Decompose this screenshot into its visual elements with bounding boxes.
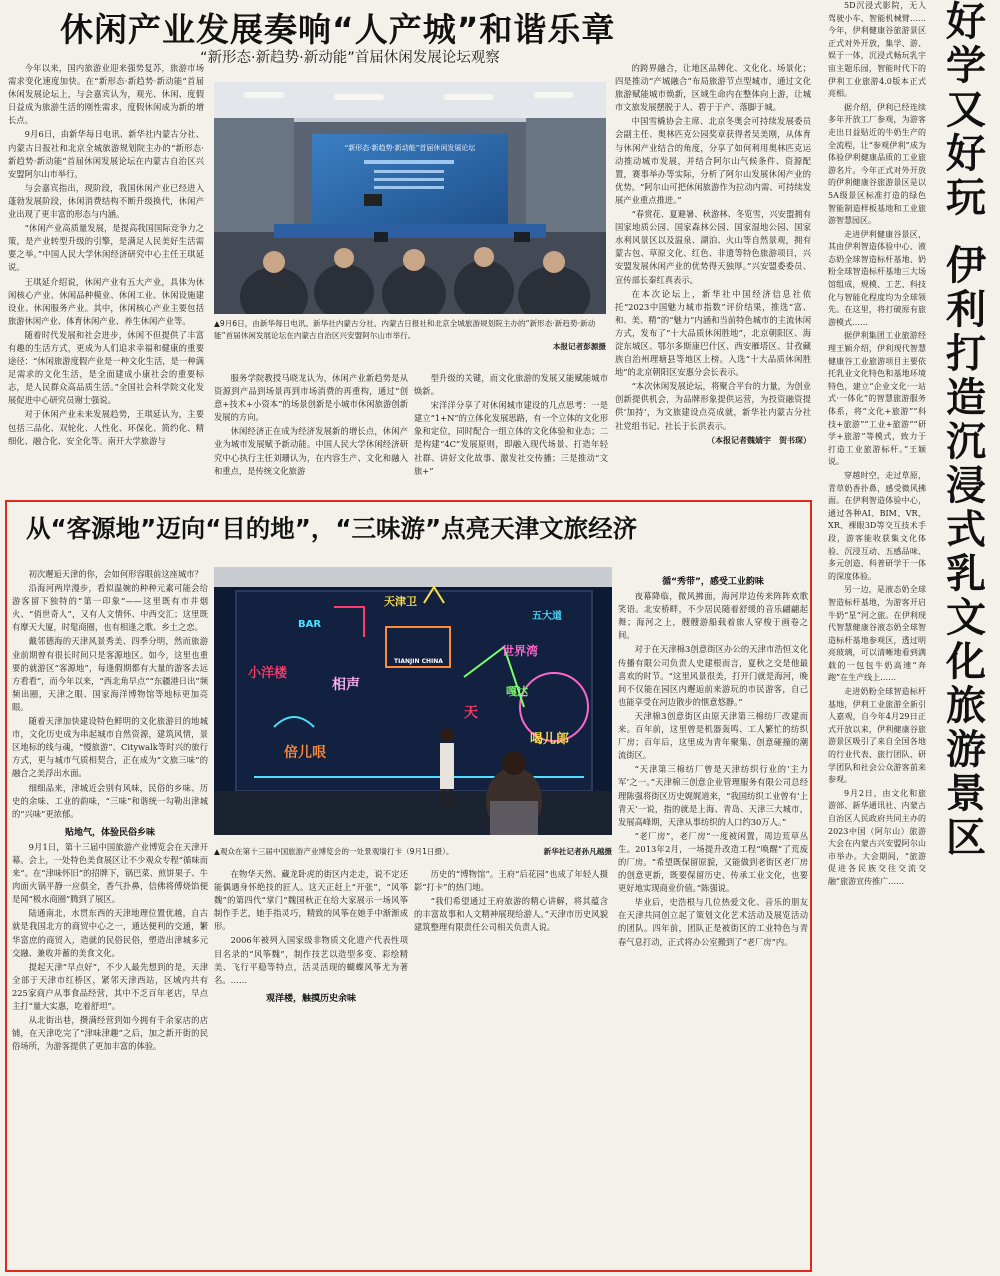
paragraph: “老厂房”，老厂房”一度被闲置，周边荒草丛生。2013年2月，一场提升改造工程“唤醒”了荒废的厂房。“希望既保留原貌，又能做到老街区老厂房的创意更新，既要保留历史、传承工业文化，也要更好地实现商业价值。”陈强说。 [618, 830, 808, 894]
neon-sign: 五大道 [532, 611, 562, 622]
headline-char: 乳 [946, 551, 986, 597]
paragraph: 随着天津加快建设特色鲜明的文化旅游目的地城市，文化历史成为串起城市自然资源，建筑风情，景区地标的线与魂，“慢旅游”、Citywalk等时兴的旅行方式，更与城市气质相契合，正在成为“文旅三味”的融合之美浮出水面。 [12, 716, 208, 779]
paragraph: 型升级的关键，而文化旅游的发展又能赋能城市焕新。 [414, 373, 608, 397]
article2-photo-caption [214, 846, 612, 858]
paragraph: 9月2日，由文化和旅游部、新华通讯社、内蒙古自治区人民政府共同主办的2023中国（阿尔山）旅游大会在内蒙古兴安盟阿尔山市举办。大会期间，“旅游促进各民族交往交流交融”旅游宣传推广…… [828, 788, 926, 886]
paragraph: 2006年被列入国家级非物质文化遗产代表性项目名录的“风筝魏”，制作技艺以造型多变、彩绘精美、飞行平稳等特点，活灵活现的蝴蝶风筝尤为著名。…… [214, 935, 408, 985]
conference-photo-art [214, 82, 606, 314]
headline-char: 好 [946, 0, 986, 45]
article2-headline: 从“客源地”迈向“目的地”，“三味游”点亮天津文旅经济 [26, 514, 638, 543]
neon-sign: TIANJIN CHINA [394, 658, 443, 665]
headline-char: 景 [946, 771, 986, 817]
article1-headline: 休闲产业发展奏响“人产城”和谐乐章 [60, 10, 616, 49]
byline: （本报记者魏婧宇 贺书琛） [707, 435, 811, 445]
paragraph: 服务学院教授马晓龙认为，休闲产业新趋势是从资源到产品到场景再到市场消费的再重构，通过“创意+技术+小资本”的场景创新是小城市休闲旅游创新发展的方向。 [214, 373, 408, 423]
headline-char: 造 [946, 375, 986, 421]
paragraph: 5D沉浸式影院，无人驾驶小车、智能机械臂……今年，伊利健康谷旅游景区正式对外开放，集学、游、娱于一体，沉浸式畅玩乳宇宙主题乐园，智能时代下的伊利工业旅游4.0版本正式亮相。 [828, 1, 926, 99]
article1-col1 [8, 62, 204, 498]
headline-char: 浸 [946, 463, 986, 509]
paragraph: 随着时代发展和社会进步，休闲不但提供了丰富有趣的生活方式，更成为人们追求幸福和健康的重要途径：“休闲旅游度假产业是一种文化生活，是一种满足需求的文化生活，是全面建成小康社会的重要标志，是人民群众高品质生活。”全国社会科学院文化发展促进中心研究员谢士强说。 [8, 329, 204, 406]
subhead: 循“秀带”，感受工业韵味 [662, 577, 764, 587]
paragraph: 9月6日，由新华每日电讯、新华社内蒙古分社、内蒙古日报社和北京全城旅游规划院主办的“新形态·新趋势·新动能”首届休闲发展论坛在内蒙古自治区兴安盟阿尔山市举行。 [8, 129, 204, 179]
article2-mid-col-b [414, 868, 608, 1268]
article1-photo-caption [214, 318, 606, 353]
neon-sign: 相声 [332, 677, 360, 693]
caption-text: ▲9月6日，由新华每日电讯、新华社内蒙古分社、内蒙古日报社和北京全城旅游规划院主办的“新形态·新趋势·新动能”首届休闲发展论坛在内蒙古自治区兴安盟阿尔山市举行。 [214, 319, 596, 340]
neon-sign: BAR [298, 619, 322, 630]
paragraph: 中国雪橇协会主席、北京冬奥会可持续发展委员会副主任、奥林匹克公园奖章获得者吴美刚，从体育与休闲产业结合的角度，分享了如何利用奥林匹克运动推动城市发展，并结合阿尔山气候条件、资源配置，赛事举办等实际，分析了阿尔山发展休闲产业的优势。“阿尔山可把休闲旅游作为拉动内需、可持续发展产业重点推进。” [615, 116, 811, 205]
paragraph: 毕业后，史浩根与几位热爱文化、音乐的朋友在天津共同创立起了策划文化艺术活动及展览活动的团队。四年前，团队正是被街区的工业特色与青春气息打动，正式将办公室搬到了“老厂房”内。 [618, 897, 808, 947]
headline-char: 游 [946, 727, 986, 773]
headline-char: 利 [946, 287, 986, 333]
paragraph: 从北街出巷，攒满经营到如今拥有千余家店的店铺，在天津吃完了“津味津趣”之后，加之新开街的民俗场所，为游客提供了更加丰富的体验。 [12, 1015, 208, 1052]
neon-wall-photo [214, 567, 612, 835]
article1-right-col [615, 62, 811, 498]
paragraph: 今年以来，国内旅游业迎来强势复苏，旅游市场需求变化速度加快。在“新形态·新趋势·新动能”首届休闲发展论坛上，与会嘉宾认为，观光、休闲、度假日益成为旅游生活的刚性需求，度假休闲成为新的增长点。 [8, 63, 204, 126]
conference-photo [214, 82, 606, 314]
headline-char: 沉 [946, 419, 986, 465]
neon-wall-art [214, 567, 612, 835]
headline-char: 玩 [946, 175, 986, 221]
paragraph: 据介绍，伊利已经连续多年开放工厂参观，为游客走出日益贴近的牛奶生产的全流程，让“参观伊利”成为体验伊利健康品质的工业旅游名片。今年正式对外开放的伊利健康谷旅游景区是以5A级景区标准打造的绿色智能制造样板基地和工业旅游智慧园区。 [828, 102, 926, 226]
screen-banner-text: “新形态·新趋势·新动能”首届休闲发展论坛 [344, 144, 476, 152]
paragraph: 提起天津“早点好”，不少人最先想到的是，天津全部于天津市红桥区，紧邻天津西站，区域内共有225家商户从事食品经营，其中不乏百年老店，早点主打“量大实惠，吃着舒坦”。 [12, 961, 208, 1011]
article1-mid-col-a [214, 372, 408, 498]
paragraph: 王琪延介绍说，休闲产业有五大产业，具体为休闲核心产业、休闲品种模业、休闲工业、休闲设施建设业、休闲服务产业。其中，休闲核心产业主要包括旅游休闲产业、体育休闲产业、养生休闲产业等。 [8, 276, 204, 326]
paragraph: “本次休闲发展论坛，将聚合平台的力量，为创业创新提供机会，为品牌形象提供运营，为投资融资提供‘加持’，为文旅建设点亮成就，新华社内蒙古分社社党组书记、社长于长洪表示。 [615, 381, 811, 431]
paragraph: 9月1日，第十三届中国旅游产业博览会在天津开幕。会上，一处特色美食展区让不少观众专程“循味而来”。在“津味怀旧”的招牌下，锅巴菜、煎饼果子、牛肉面火锅平静一应俱全，香气扑鼻，信佛将傅烧馅便是闻“极水商圈”腾到了展区。 [12, 841, 208, 905]
subhead: 贴地气，体验民俗乡味 [64, 827, 155, 838]
subhead: 观洋楼，触摸历史余味 [265, 993, 356, 1004]
headline-char: 式 [946, 507, 986, 553]
paragraph: “天津第三棉纺厂曾是天津纺织行业的‘主力军’之一。”天津棉三创意企业管理服务有限公司总经理陈强将街区历史娓娓道来，“我国纺织工业曾有‘上青天’一说，指的就是上海、青岛、天津三大城市，发展高峰期，天津从事纺织的人口约30万人。” [618, 764, 808, 827]
paragraph: 在物华天然、藏龙卧虎的街区内走走，说不定还能偶遇身怀绝技的匠人。这天正赶上“开张”，“风筝魏”的第四代“掌门”魏国秋正在给大家展示一场风筝制作手艺，她手指灵巧，精致的风筝在她手中渐渐成形。 [214, 869, 408, 932]
article2-col1 [12, 568, 208, 1268]
neon-sign: 天 [464, 705, 478, 721]
paragraph: 初次邂逅天津的你，会如何形容眼前这座城市？ [28, 569, 203, 579]
neon-sign: 小洋楼 [248, 666, 288, 681]
paragraph: 走进伊利健康谷景区，其由伊利智造体验中心、液态奶全球智造标杆基地、奶粉全球智造标杆基地三大场馆组成，规模、工艺、科技化与智能化程度均为全球领先。在这里，将打破原有旅游模式…… [828, 229, 926, 327]
paragraph: 走进奶粉全球智造标杆基地，伊利工业旅游全新引人嘉观，自今年4月29日正式开放以来，伊利健康谷旅游景区吸引了来自全国各地的行业代表、旅行团队、研学团队和社会公众游客前来参观。 [828, 687, 926, 785]
headline-char: 区 [946, 815, 986, 861]
photo-credit: 新华社记者孙凡越摄 [543, 847, 612, 856]
paragraph: “我们希望通过王府旅游的精心讲解，将其蕴含的丰富故事和人文精神展现给游人。”天津市历史风貌建筑整理有限责任公司相关负责人说。 [414, 896, 608, 933]
paragraph: 的跨界融合，让地区品牌化、文化化、场景化；四是推动“产城融合”布局旅游节点型城市，通过文化旅游赋能城市焕新，区域生命内在整体向上游，让城市文旅发展摆脱于人、碧于于产、落脚于城。 [615, 63, 811, 113]
paragraph: “休闲产业高质量发展，是提高我国国际竞争力之策，是产业转型升级的引擎，是满足人民美好生活需要之举。”中国人民大学休闲经济研究中心主任王琪延说。 [8, 223, 204, 273]
paragraph: 戴邻德海的天津风景秀美、四季分明，然而旅游业前期曾有很长时间只是客源地区。如今，这里也重要的就游区“客源地”，每逢假期都有大量的游客去远方看看”，而今年以来，“西北角早点”“东疆港日出”频频出圈，天津之眼、国家海洋博物馆等地标更加亮眼。 [12, 636, 208, 712]
headline-char: 又 [946, 87, 986, 133]
paragraph: 沿海河两岸漫步，看似温婉的种种元素可能会给游客留下独特的“第一印象”——这里既有市井烟火、“俏世奇人”，又有人文情怀、中西交汇；这里既有摩天大厦，时髦商圈，也有相逢之歌、乡土之恋。 [12, 583, 208, 633]
headline-gap [935, 220, 997, 244]
paragraph: 历史的“博物馆”。王府“后花园”也成了年轻人摄影“打卡”的热门地。 [414, 869, 608, 893]
paragraph: “春赏花、夏避暑、秋游林、冬览雪，兴安盟拥有国家地质公园、国家森林公园、国家湿地公园、国家水利风景区以及温泉、湖泊、火山等自然景观，拥有蒙古包、草原文化、红色、非遗等特色旅游项目，兴安盟发展休闲产业的优势得天独厚。”兴安盟委委员、宣传部长秦红真表示。 [615, 209, 811, 285]
paragraph: 与会嘉宾指出，现阶段，我国休闲产业已经进入蓬勃发展阶段，休闲消费结构不断升级换代，休闲产业出现了更丰富的形态与内涵。 [8, 182, 204, 220]
headline-char: 文 [946, 595, 986, 641]
paragraph: 据伊利集团工业旅游经理王颖介绍，伊利现代智慧健康谷工业旅游项目主要依托乳业文化特色和基地环境特色，建立“企业文化·一站式·一体化”的智慧旅游服务体系，将“文化+旅游”“科技+旅游”“工业+旅游”“研学+旅游”等模式，致力于打造工业旅游标杆。”王颖说。 [828, 331, 926, 467]
photo-credit: 本报记者彭源摄 [552, 342, 606, 351]
caption-text: ▲观众在第十三届中国旅游产业博览会的一处景观墙打卡（9月1日摄）。 [214, 847, 454, 856]
article1-mid-col-b [414, 372, 608, 498]
neon-sign: 嘎达 [506, 685, 528, 698]
paragraph: 陆通南北，水贯东西的天津地理位置优越，自古就是我国北方的商贸中心之一，通达便利的交通，繁华富庶的商贸入，造就的民俗民俗，塑造出津城多元交融、兼收并蓄的美食文化。 [12, 908, 208, 958]
article1-subheadline: “新形态·新趋势·新动能”首届休闲发展论坛观察 [200, 50, 500, 66]
paragraph: 天津棉3创意街区由原天津第三棉纺厂改建而来。百年前，这里曾是机器轰鸣、工人繁忙的纺织厂房；百年后，这里成为青年聚集、创意碰撞的潮流街区。 [618, 710, 808, 761]
paragraph: 穿越时空，走过草原，青草奶香扑鼻，感受微风拂面。在伊利智造体验中心，通过各种AI、BIM、VR、XR、裸眼3D等交互技术手段，游客能收获集文化体验、沉浸互动、五感品味、多元创造、科普研学于一体的深度体验。 [828, 470, 926, 581]
article2-right-col [618, 570, 808, 1268]
headline-char: 好 [946, 131, 986, 177]
neon-sign: 世界湾 [502, 644, 539, 658]
headline-char: 旅 [946, 683, 986, 729]
neon-sign: 天津卫 [384, 595, 417, 608]
headline-char: 化 [946, 639, 986, 685]
paragraph: 休闲经济正在成为经济发展新的增长点，休闲产业为城市发展赋予新动能。中国人民大学休闲经济研究中心执行主任刘珊认为，在内容生产、文化和融入和重点，是传统文化旅游 [214, 426, 408, 476]
paragraph: 对于休闲产业未来发展趋势，王琪延认为，主要包括三品化、双轮化、人性化、环保化、简约化、精细化、融合化、安全化等。南开大学旅游与 [8, 409, 204, 446]
paragraph: 对于在天津棉3创意街区办公的天津市浩恒文化传播有限公司负责人史建根而言，夏秋之交是他最喜欢的时节。“这里风景很美，打开门就是海河，晚间不仅能在园区内邂逅前来游玩的市民游客，自己也能享受在河边散步的惬意悠静。” [618, 644, 808, 707]
paragraph: 在本次论坛上，新华社中国经济信息社依托“2023中国魅力城市指数”评价结果，推选“富、和、美、精”的“魅力”内涵和当前特色城市的主流休闲方式，发布了“十大品质休闲胜地”，北京朝阳区、海淀东城区、鄂尔多斯康巴什区、西安雁塔区、甘孜藏族自治州理塘县等地区上榜。入选“十大品质休闲胜地”的北京朝阳区安惠分会长表示。 [615, 288, 811, 378]
sidebar-col [828, 0, 926, 1272]
paragraph: 宋洋洋分享了对休闲城市建设的几点思考：一是建立“1+N”的立体化发展思路，有一个立体的文化形象和定位，同时配合一组立体的文化体验和业态；二是构建“4C”发展原则，即融入现代场景、打造年轻社群、讲好文化故事、激发社交传播；三是推动“文旅+” [414, 400, 608, 476]
paragraph: 细细品来，津城近会别有风味，民俗的乡味、历史的余味、工业的韵味，“三味”和谐统一勾勒出津城的“兴味”更浓郁。 [12, 782, 208, 819]
paragraph: 另一边，是液态奶全球智造标杆基地，为游客开启牛奶“星”河之旅。在伊利现代智慧健康谷液态奶全球智造标杆基地参观区，透过明亮玻璃，可以清晰地看到满载的一包包牛奶高速“奔跑”在生产线上…… [828, 585, 926, 683]
headline-char: 伊 [946, 243, 986, 289]
neon-sign: 喝儿郎 [530, 732, 570, 747]
sidebar-vertical-headline [935, 0, 997, 860]
headline-char: 学 [946, 43, 986, 89]
article2-mid-col-a [214, 868, 408, 1268]
paragraph: 夜幕降临，微风拂面，海河岸边传来阵阵欢歌笑语。北安桥畔，不少居民随着舒缓的音乐翩翩起舞；海河之上，艘艘游船载着旅人穿梭于画卷之间。 [618, 591, 808, 641]
neon-sign: 倍儿哏 [284, 745, 326, 761]
headline-char: 打 [946, 331, 986, 377]
